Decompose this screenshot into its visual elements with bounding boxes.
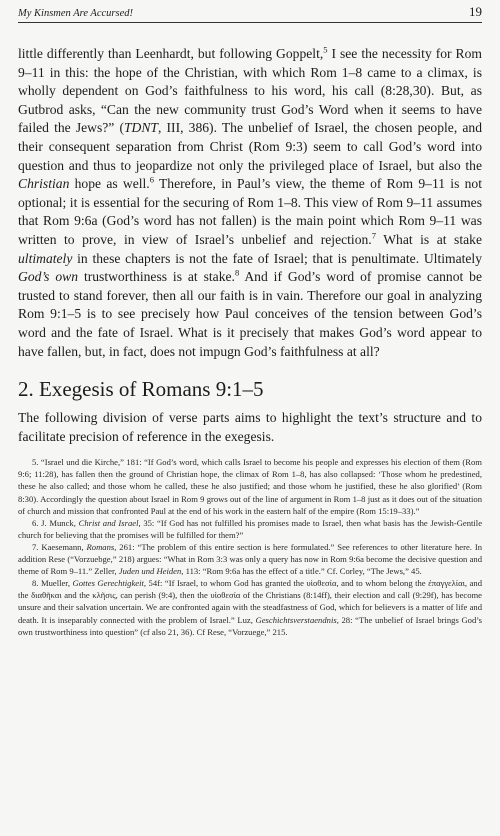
text-run: , 35: “If God has not fulfilled his promises made to Israel, then what basis has the Jewish-Gentile church for believing that the promises will be fulfilled for them?” — [18, 517, 483, 540]
running-title: My Kinsmen Are Accursed! — [18, 8, 133, 19]
running-head — [18, 0, 482, 23]
text-run: , 54f: “If Israel, to whom God has granted the υἱοθεσία, and to whom belong the ἐπαγγελίαι, and the διαθῆκαι and the κλῆσις, can perish (9:4), then the υἱοθεσία of the Christians (8:14ff), their election and call (9:29f), has become unsure and their salvation uncertain. We are confronted again with the steadfastness of God, which for believers is a matter of life and death. It is inseparably connected with the problem of Israel.” Luz, — [18, 578, 482, 625]
italic-title: Juden und Heiden — [118, 566, 182, 577]
footnote-ref-6: 6 — [149, 174, 154, 185]
footnote-8 — [18, 577, 482, 637]
text-run: , III, 386). The unbelief of Israel, the chosen people, and their consequent separation from Christ (Rom 9:3) seem to call God’s word into question and thus to jeopardize not only the privileged place of Israel, but also the — [18, 120, 482, 173]
section-heading: 2. Exegesis of Romans 9:1–5 — [18, 377, 264, 402]
text-run: hope as well. — [69, 176, 150, 192]
footnote-ref-5: 5 — [323, 44, 328, 55]
text-run: trustworthiness is at stake. — [78, 269, 235, 285]
italic-title: Romans — [86, 541, 115, 552]
italic-christian: Christian — [18, 176, 70, 192]
text-run: , 261: “The problem of this entire section is here formulated.” See references to other literature here. In addition Rese (“Vorzuebge,” 218) argues: “What in Rom 3:3 was only a query has now in Rom 9:6a become the decisive question and theme of Rom 9–11.” Zeller, — [18, 541, 482, 577]
footnote-ref-8: 8 — [234, 267, 240, 278]
text-run: 6. J. Munck, — [32, 517, 79, 528]
page-number: 19 — [469, 4, 482, 19]
text-run: Therefore, in Paul’s view, the theme of Rom 9–11 is not optional; it is essential for the securing of Rom 1–8. This view of Rom 9–11 assumes that Rom 9:6a (God’s word has not fallen) is the main point which Rom 9–11 was written to prove, in view of Israel’s unbelief and rejection. — [18, 176, 482, 247]
intro-paragraph: The following division of verse parts aims to highlight the text’s structure and to facilitate precision of reference in the exegesis. — [18, 410, 482, 444]
text-run: , 113: “Rom 9:6a has the effect of a title.” Cf. Corley, “The Jews,” 45. — [181, 566, 422, 577]
italic-title: Geschichtsverstaendnis — [255, 614, 337, 625]
main-paragraph — [18, 45, 482, 361]
text-run: And if God’s word of promise cannot be trusted to stand forever, then all our faith is in vain. Therefore our goal in analyzing Rom 9:1–5 is to see precisely how Paul conceives of the tension between God’s word and the fate of Israel. What is it precisely that makes God’s word appear to have fallen, but, in fact, does not impugn God’s faithfulness at all? — [18, 269, 483, 359]
text-run: in these chapters is not the fate of Israel; that is penultimate. Ultimately — [72, 250, 482, 266]
text-run: , 28: “The unbelief of Israel brings God’s own trustworthiness into question” (cf also 21, 36). Cf Rese, “Vorzuege,” 215. — [18, 614, 482, 637]
footnote-ref-7: 7 — [371, 230, 376, 241]
text-run: I see the necessity for Rom 9–11 in this: the hope of the Christian, with which Rom 1–8 came to a climax, is wholly dependent on God’s faithfulness to his word, his call (8:28,30). But, as Gutbrod asks, “Can the new community trust God’s Word when it seems to have failed the Jews?” ( — [18, 46, 482, 136]
text-run: 7. Kaesemann, — [32, 541, 87, 552]
footnote-5: 5. “Israel und die Kirche,” 181: “If God’s word, which calls Israel to become his people and expresses his election of them (Rom 9:6; 11:28), has fallen then the ground of Christian hope, the climax of Rom 1–8, has also collapsed: ‘Those whom he predestined, these he also called; and those whom he called, these he also justified; and those whom he justified, these he also glorified’ (Rom 8:30). Accordingly the question about Israel in Rom 9 grows out of the line of argument in Rom 1–8 just as it does out of the situation of church and mission that confronted Paul at the end of his work in the eastern half of the empire (Rom 15:19–33).” — [18, 457, 482, 516]
body-text — [18, 45, 482, 446]
footnote-6 — [18, 517, 482, 541]
text-run: What is at stake — [375, 231, 482, 247]
italic-gods-own: God’s own — [18, 269, 79, 285]
italic-title: Gottes Gerechtigkeit — [72, 578, 144, 589]
italic-tdnt: TDNT — [123, 120, 158, 136]
italic-title: Christ and Israel — [78, 517, 139, 528]
italic-ultimately: ultimately — [18, 250, 73, 266]
footnotes — [18, 456, 482, 637]
text-run: little differently than Leenhardt, but following Goppelt, — [18, 46, 324, 61]
footnote-7 — [18, 541, 482, 577]
text-run: 8. Mueller, — [32, 578, 73, 589]
